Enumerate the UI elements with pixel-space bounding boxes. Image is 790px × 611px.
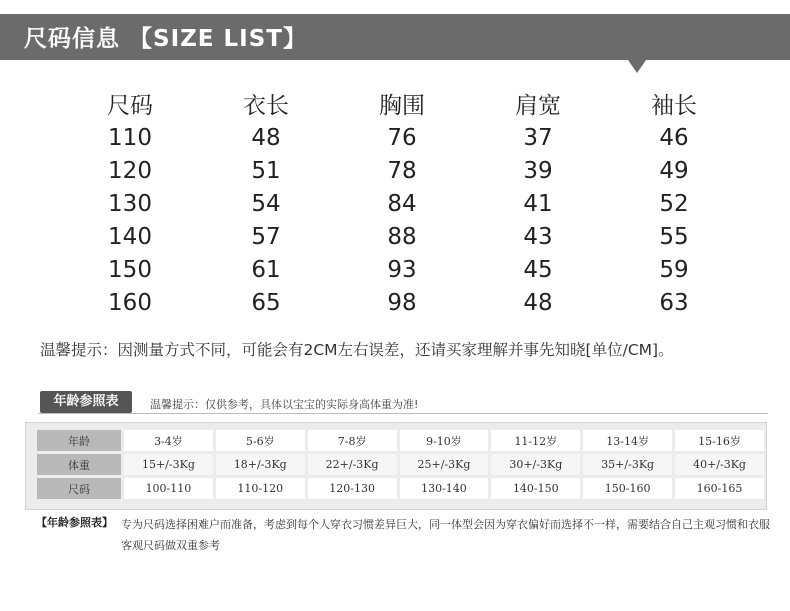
age-reference-table (34, 427, 767, 502)
table-cell: 15-16岁 (675, 430, 764, 451)
table-row (62, 121, 742, 154)
row-label: 年龄 (37, 430, 121, 451)
table-row (62, 187, 742, 220)
table-cell: 120 (108, 157, 152, 184)
table-cell: 59 (659, 256, 689, 283)
table-cell: 39 (523, 157, 553, 184)
table-row (37, 454, 764, 475)
table-cell: 57 (251, 223, 281, 250)
table-cell: 35+/-3Kg (583, 454, 672, 475)
table-cell: 52 (659, 190, 689, 217)
table-cell: 78 (387, 157, 417, 184)
table-cell: 120-130 (308, 478, 397, 499)
table-cell: 48 (251, 124, 281, 151)
table-cell: 13-14岁 (583, 430, 672, 451)
note-body: 专为尺码选择困难户而准备，考虑到每个人穿衣习惯差异巨大，同一体型会因为穿衣偏好而选择不一样，需要结合自己主观习惯和衣服客观尺码做双重参考 (121, 518, 770, 552)
table-cell: 11-12岁 (491, 430, 580, 451)
table-cell: 40+/-3Kg (675, 454, 764, 475)
table-cell: 15+/-3Kg (124, 454, 213, 475)
table-cell: 41 (523, 190, 553, 217)
table-row (37, 430, 764, 451)
table-cell: 55 (659, 223, 689, 250)
column-header: 肩宽 (515, 92, 561, 119)
header-notch (628, 60, 646, 73)
table-cell: 61 (251, 256, 281, 283)
table-cell: 98 (387, 289, 417, 316)
table-cell: 140-150 (491, 478, 580, 499)
column-header: 胸围 (379, 92, 425, 119)
age-chart-badge: 年龄参照表 (40, 391, 132, 413)
size-table (62, 85, 742, 319)
table-cell: 130-140 (400, 478, 489, 499)
table-cell: 25+/-3Kg (400, 454, 489, 475)
table-cell: 93 (387, 256, 417, 283)
table-cell: 76 (387, 124, 417, 151)
table-cell: 37 (523, 124, 553, 151)
table-cell: 49 (659, 157, 689, 184)
table-cell: 84 (387, 190, 417, 217)
table-cell: 51 (251, 157, 281, 184)
table-cell: 5-6岁 (216, 430, 305, 451)
table-cell: 160-165 (675, 478, 764, 499)
table-cell: 18+/-3Kg (216, 454, 305, 475)
table-cell: 45 (523, 256, 553, 283)
table-cell: 54 (251, 190, 281, 217)
table-cell: 22+/-3Kg (308, 454, 397, 475)
table-cell: 65 (251, 289, 281, 316)
table-cell: 140 (108, 223, 152, 250)
table-cell: 43 (523, 223, 553, 250)
page-title: 尺码信息 【SIZE LIST】 (24, 26, 307, 52)
table-cell: 30+/-3Kg (491, 454, 580, 475)
header-banner (0, 14, 790, 60)
table-cell: 88 (387, 223, 417, 250)
table-cell: 150 (108, 256, 152, 283)
table-cell: 3-4岁 (124, 430, 213, 451)
table-row (62, 220, 742, 253)
table-cell: 100-110 (124, 478, 213, 499)
divider (38, 413, 768, 414)
column-header: 衣长 (243, 92, 289, 119)
table-cell: 46 (659, 124, 689, 151)
table-cell: 48 (523, 289, 553, 316)
table-row (62, 286, 742, 319)
table-cell: 110 (108, 124, 152, 151)
table-cell: 130 (108, 190, 152, 217)
table-cell: 160 (108, 289, 152, 316)
table-row (62, 253, 742, 286)
column-header: 袖长 (651, 92, 697, 119)
table-cell: 63 (659, 289, 689, 316)
age-chart-tip: 温馨提示：仅供参考，具体以宝宝的实际身高体重为准! (150, 398, 419, 411)
table-row (62, 154, 742, 187)
note-title: 【年龄参照表】 (36, 516, 113, 529)
column-header: 尺码 (107, 92, 153, 119)
measurement-tip: 温馨提示：因测量方式不同，可能会有2CM左右误差，还请买家理解并事先知晓[单位/CM]。 (40, 341, 674, 359)
table-row (37, 478, 764, 499)
table-cell: 150-160 (583, 478, 672, 499)
table-cell: 9-10岁 (400, 430, 489, 451)
table-cell: 110-120 (216, 478, 305, 499)
size-table-header-row (62, 85, 742, 121)
row-label: 尺码 (37, 478, 121, 499)
row-label: 体重 (37, 454, 121, 475)
table-cell: 7-8岁 (308, 430, 397, 451)
